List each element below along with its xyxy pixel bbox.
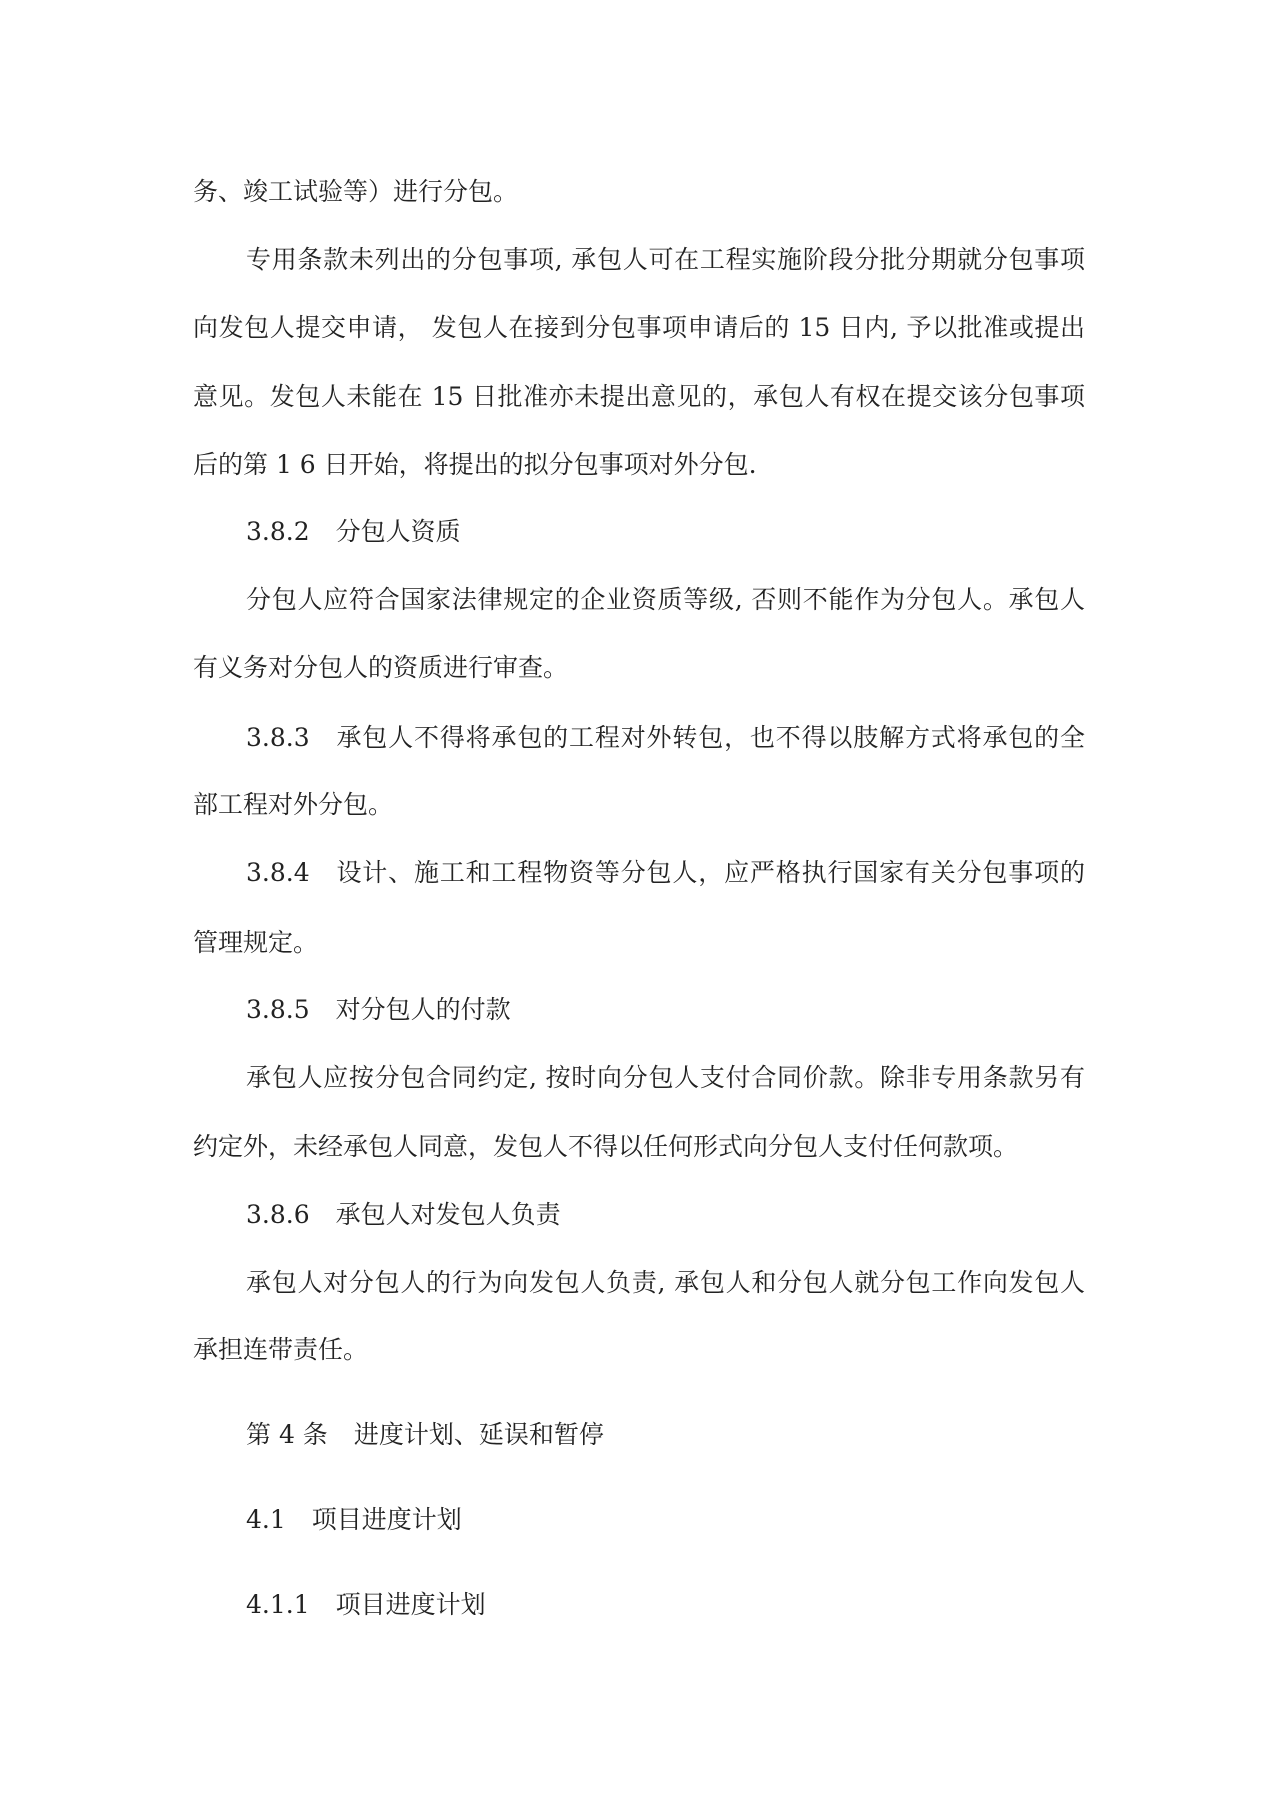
- section-number: 第 4 条: [246, 1420, 328, 1449]
- paragraph-line: [246, 580, 1085, 620]
- paragraph-text: 承担连带责任。: [193, 1335, 369, 1364]
- paragraph-line: [193, 1127, 1085, 1167]
- paragraph-line: [246, 1263, 1085, 1303]
- paragraph-text: 专用条款未列出的分包事项, 承包人可在工程实施阶段分批分期就分包事项: [246, 245, 1085, 274]
- paragraph-text: 管理规定。: [193, 928, 319, 957]
- paragraph-line: [246, 240, 1085, 280]
- section-number: 3.8.4: [246, 858, 310, 887]
- paragraph-text: 承包人对分包人的行为向发包人负责, 承包人和分包人就分包工作向发包人: [246, 1268, 1085, 1297]
- section-number: 4.1.1: [246, 1590, 310, 1619]
- paragraph-line: [193, 648, 1085, 688]
- paragraph-line: [193, 172, 1085, 212]
- paragraph-line: [193, 1330, 1085, 1370]
- section-title: 项目进度计划: [311, 1505, 462, 1534]
- paragraph-text: 部工程对外分包。: [193, 790, 394, 819]
- section-title: 项目进度计划: [335, 1590, 486, 1619]
- paragraph-text: 承包人应按分包合同约定, 按时向分包人支付合同价款。除非专用条款另有: [246, 1063, 1085, 1092]
- section-number: 3.8.6: [246, 1200, 310, 1229]
- section-title: 设计、施工和工程物资等分包人，应严格执行国家有关分包事项的: [335, 858, 1085, 887]
- section-heading-line: [246, 990, 1085, 1030]
- paragraph-line: [193, 785, 1085, 825]
- section-title: 承包人对发包人负责: [335, 1200, 561, 1229]
- section-title: 承包人不得将承包的工程对外转包，也不得以肢解方式将承包的全: [335, 723, 1085, 752]
- section-heading-line: [246, 1415, 1085, 1455]
- paragraph-line: [193, 445, 1085, 485]
- section-heading-line: [246, 512, 1085, 552]
- paragraph-text: 后的第 1 6 日开始，将提出的拟分包事项对外分包.: [193, 450, 757, 479]
- paragraph-text: 分包人应符合国家法律规定的企业资质等级, 否则不能作为分包人。承包人: [246, 585, 1085, 614]
- paragraph-text: 向发包人提交申请， 发包人在接到分包事项申请后的 15 日内, 予以批准或提出: [193, 313, 1085, 342]
- section-number: 3.8.2: [246, 517, 310, 546]
- section-heading-line: [246, 718, 1085, 758]
- section-heading-line: [246, 1195, 1085, 1235]
- section-heading-line: [246, 1500, 1085, 1540]
- paragraph-text: 有义务对分包人的资质进行审查。: [193, 653, 569, 682]
- section-number: 3.8.3: [246, 723, 310, 752]
- paragraph-line: [193, 377, 1085, 417]
- paragraph-line: [246, 1058, 1085, 1098]
- section-title: 对分包人的付款: [335, 995, 511, 1024]
- paragraph-text: 约定外，未经承包人同意，发包人不得以任何形式向分包人支付任何款项。: [193, 1132, 1019, 1161]
- section-heading-line: [246, 853, 1085, 893]
- section-number: 4.1: [246, 1505, 286, 1534]
- paragraph-text: 意见。发包人未能在 15 日批准亦未提出意见的，承包人有权在提交该分包事项: [193, 382, 1085, 411]
- section-title: 进度计划、延误和暂停: [353, 1420, 604, 1449]
- paragraph-line: [193, 923, 1085, 963]
- section-heading-line: [246, 1585, 1085, 1625]
- paragraph-text: 务、竣工试验等）进行分包。: [193, 177, 519, 206]
- section-number: 3.8.5: [246, 995, 310, 1024]
- section-title: 分包人资质: [335, 517, 461, 546]
- paragraph-line: [193, 308, 1085, 348]
